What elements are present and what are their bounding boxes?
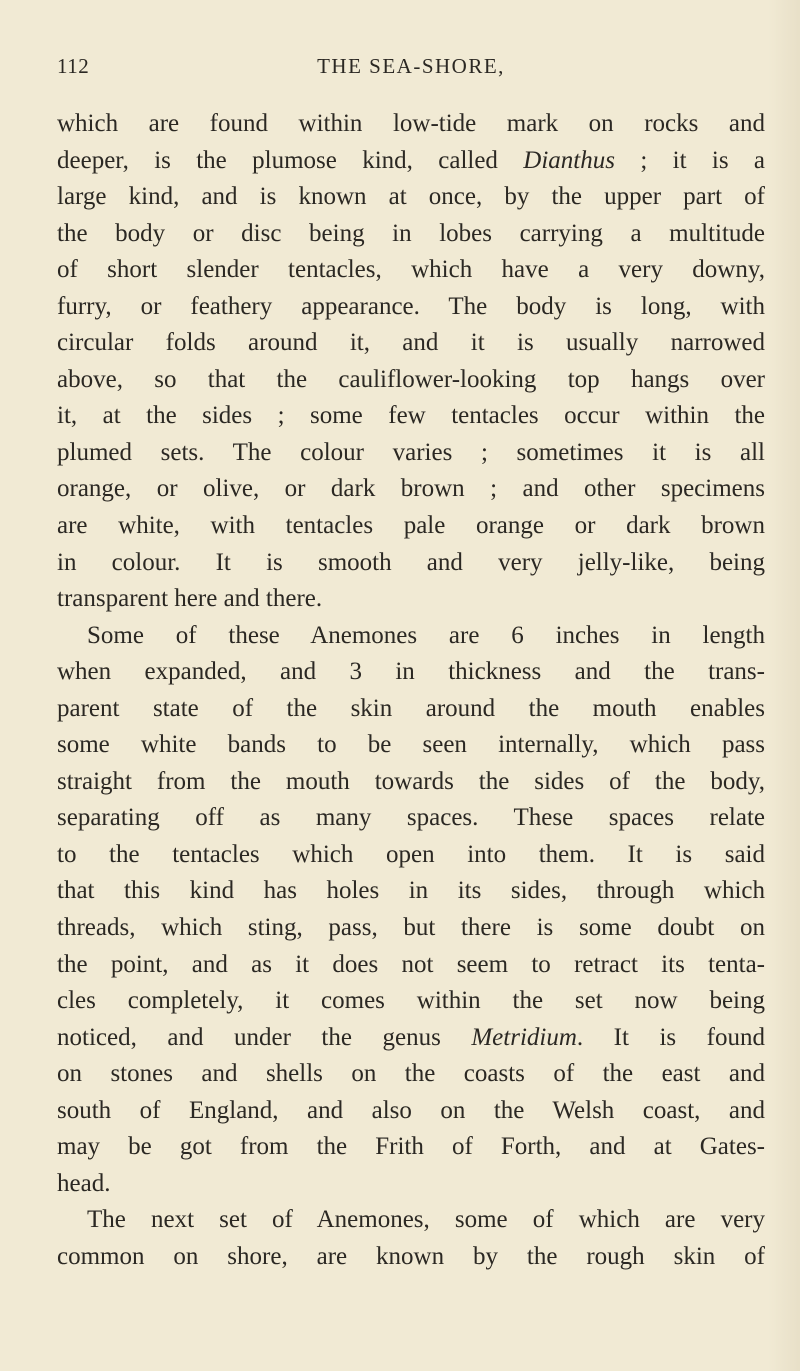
text-line: some white bands to be seen internally, which pass bbox=[57, 731, 765, 759]
page-header bbox=[57, 54, 765, 84]
text-line: are white, with tentacles pale orange or dark brown bbox=[57, 512, 765, 540]
text-line: on stones and shells on the coasts of the east and bbox=[57, 1060, 765, 1088]
text-line: may be got from the Frith of Forth, and at Gates- bbox=[57, 1133, 765, 1161]
text-segment: . It is found bbox=[576, 1023, 766, 1051]
page-number: 112 bbox=[57, 54, 90, 78]
text-line: which are found within low-tide mark on rocks and bbox=[57, 110, 765, 137]
text-line bbox=[57, 1020, 765, 1057]
text-line: parent state of the skin around the mouth enables bbox=[57, 694, 765, 722]
text-line: to the tentacles which open into them. It is said bbox=[57, 840, 765, 868]
text-line: south of England, and also on the Welsh coast, and bbox=[57, 1096, 765, 1124]
text-line: Some of these Anemones are 6 inches in length bbox=[87, 621, 765, 649]
text-line: circular folds around it, and it is usually narrowed bbox=[57, 329, 765, 357]
text-line: of short slender tentacles, which have a very downy, bbox=[57, 256, 765, 284]
text-line: common on shore, are known by the rough skin of bbox=[57, 1242, 765, 1270]
text-line: separating off as many spaces. These spaces relate bbox=[57, 804, 765, 832]
text-line: head. bbox=[57, 1169, 111, 1197]
text-line: straight from the mouth towards the sides of the body, bbox=[57, 767, 765, 795]
text-line: plumed sets. The colour varies ; sometimes it is all bbox=[57, 438, 765, 466]
text-line: the body or disc being in lobes carrying a multitude bbox=[57, 219, 765, 247]
body-text bbox=[57, 106, 765, 1276]
text-line: when expanded, and 3 in thickness and the trans- bbox=[57, 658, 765, 686]
text-line: threads, which sting, pass, but there is some doubt on bbox=[57, 914, 765, 942]
text-line: it, at the sides ; some few tentacles occur within the bbox=[57, 402, 765, 430]
text-line: above, so that the cauliflower-looking top hangs over bbox=[57, 365, 765, 393]
genus-name: Dianthus bbox=[523, 146, 615, 174]
text-line: that this kind has holes in its sides, through which bbox=[57, 877, 765, 905]
text-line: orange, or olive, or dark brown ; and other specimens bbox=[57, 475, 765, 503]
text-line: transparent here and there. bbox=[57, 585, 323, 613]
running-head: THE SEA-SHORE, bbox=[317, 54, 505, 78]
text-segment: deeper, is the plumose kind, called bbox=[57, 146, 524, 174]
text-segment: ; it is a bbox=[614, 146, 765, 174]
text-line: large kind, and is known at once, by the upper part of bbox=[57, 183, 765, 211]
text-line: The next set of Anemones, some of which are very bbox=[87, 1206, 765, 1234]
text-line bbox=[57, 143, 765, 180]
text-segment: noticed, and under the genus bbox=[57, 1023, 472, 1051]
text-line: cles completely, it comes within the set now being bbox=[57, 987, 765, 1015]
text-line: furry, or feathery appearance. The body is long, with bbox=[57, 292, 765, 320]
genus-name: Metridium bbox=[471, 1023, 577, 1051]
text-line: the point, and as it does not seem to retract its tenta- bbox=[57, 950, 765, 978]
text-line: in colour. It is smooth and very jelly-like, being bbox=[57, 548, 765, 576]
